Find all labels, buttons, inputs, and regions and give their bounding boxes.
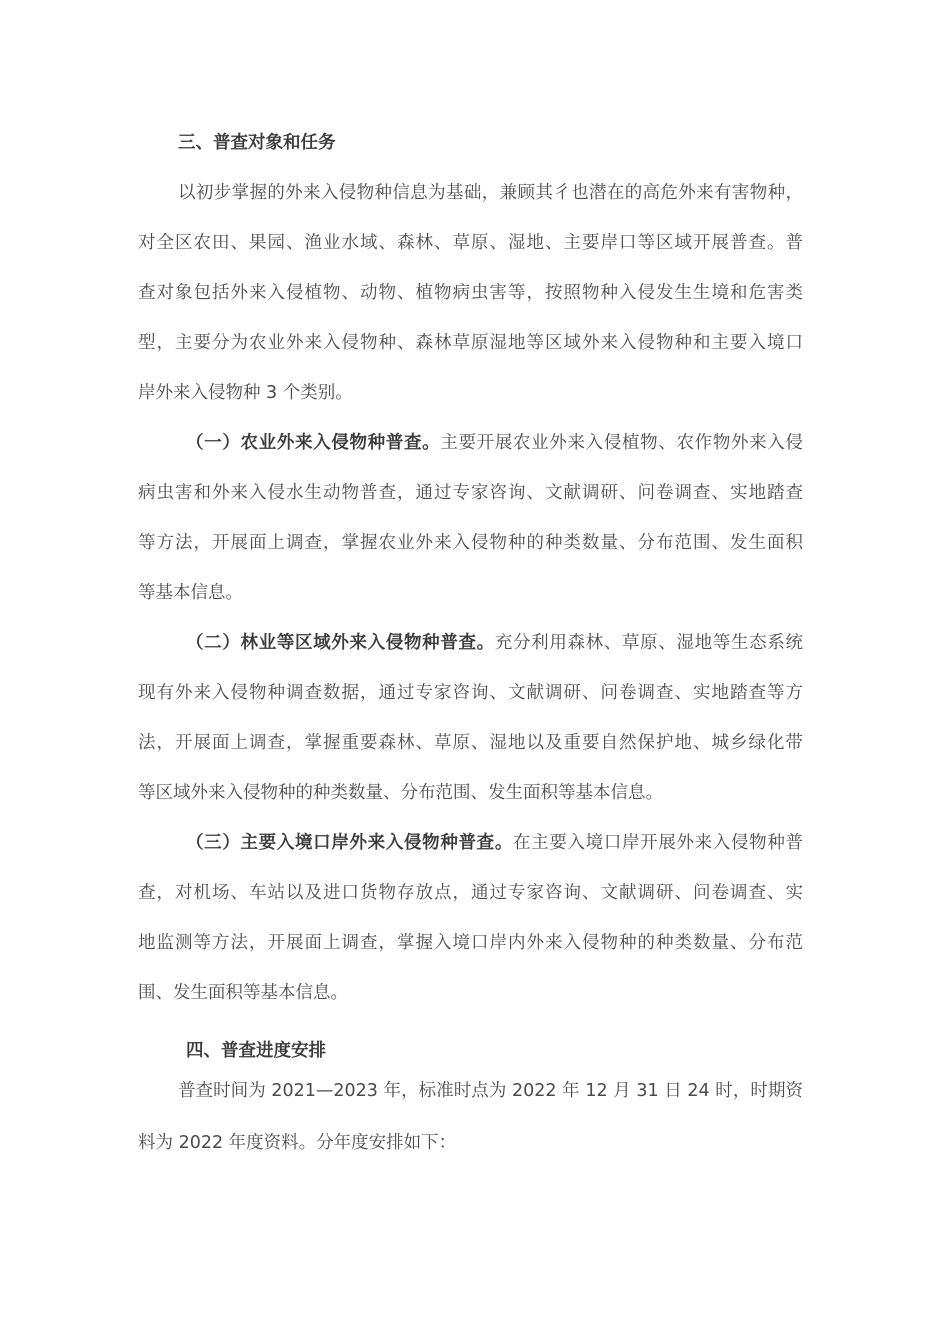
paragraph-line: 岸外来入侵物种 3 个类别。 xyxy=(138,383,353,403)
paragraph-line: 法，开展面上调查，掌握重要森林、草原、湿地以及重要自然保护地、城乡绿化带 xyxy=(138,733,803,753)
paragraph-line: 等基本信息。 xyxy=(138,583,243,603)
section-heading-3: 三、普查对象和任务 xyxy=(178,133,336,153)
item-2-first-line xyxy=(186,631,803,655)
item-1-first-line xyxy=(186,431,803,455)
paragraph-line: 围、发生面积等基本信息。 xyxy=(138,983,348,1003)
item-3-title: （三）主要入境口岸外来入侵物种普查。 xyxy=(186,833,513,853)
paragraph-line: 型，主要分为农业外来入侵物种、森林草原湿地等区域外来入侵物种和主要入境口 xyxy=(138,333,803,353)
paragraph-line: 现有外来入侵物种调查数据，通过专家咨询、文献调研、问卷调查、实地踏查等方 xyxy=(138,683,803,703)
item-2-text: 充分利用森林、草原、湿地等生态系统 xyxy=(494,633,803,653)
item-1-text: 主要开展农业外来入侵植物、农作物外来入侵 xyxy=(440,433,803,453)
item-2-title: （二）林业等区域外来入侵物种普查。 xyxy=(186,633,495,653)
item-3-text: 在主要入境口岸开展外来入侵物种普 xyxy=(513,833,803,853)
paragraph-line: 查对象包括外来入侵植物、动物、植物病虫害等，按照物种入侵发生生境和危害类 xyxy=(138,283,803,303)
item-1-title: （一）农业外来入侵物种普查。 xyxy=(186,433,441,453)
paragraph-line: 查，对机场、车站以及进口货物存放点，通过专家咨询、文献调研、问卷调查、实 xyxy=(138,883,803,903)
section-heading-4: 四、普查进度安排 xyxy=(186,1041,326,1061)
paragraph-line: 等区域外来入侵物种的种类数量、分布范围、发生面积等基本信息。 xyxy=(138,783,663,803)
paragraph-line: 普查时间为 2021—2023 年，标准时点为 2022 年 12 月 31 日 24 时，时期资 xyxy=(178,1081,803,1101)
paragraph-line: 以初步掌握的外来入侵物种信息为基础，兼顾其彳也潜在的高危外来有害物种， xyxy=(178,183,803,203)
paragraph-line: 病虫害和外来入侵水生动物普查，通过专家咨询、文献调研、问卷调查、实地踏查 xyxy=(138,483,803,503)
item-3-first-line xyxy=(186,831,803,855)
paragraph-line: 等方法，开展面上调查，掌握农业外来入侵物种的种类数量、分布范围、发生面积 xyxy=(138,533,803,553)
paragraph-line: 地监测等方法，开展面上调查，掌握入境口岸内外来入侵物种的种类数量、分布范 xyxy=(138,933,803,953)
paragraph-line: 对全区农田、果园、渔业水域、森林、草原、湿地、主要岸口等区域开展普查。普 xyxy=(138,233,803,253)
paragraph-line: 料为 2022 年度资料。分年度安排如下： xyxy=(138,1133,457,1153)
